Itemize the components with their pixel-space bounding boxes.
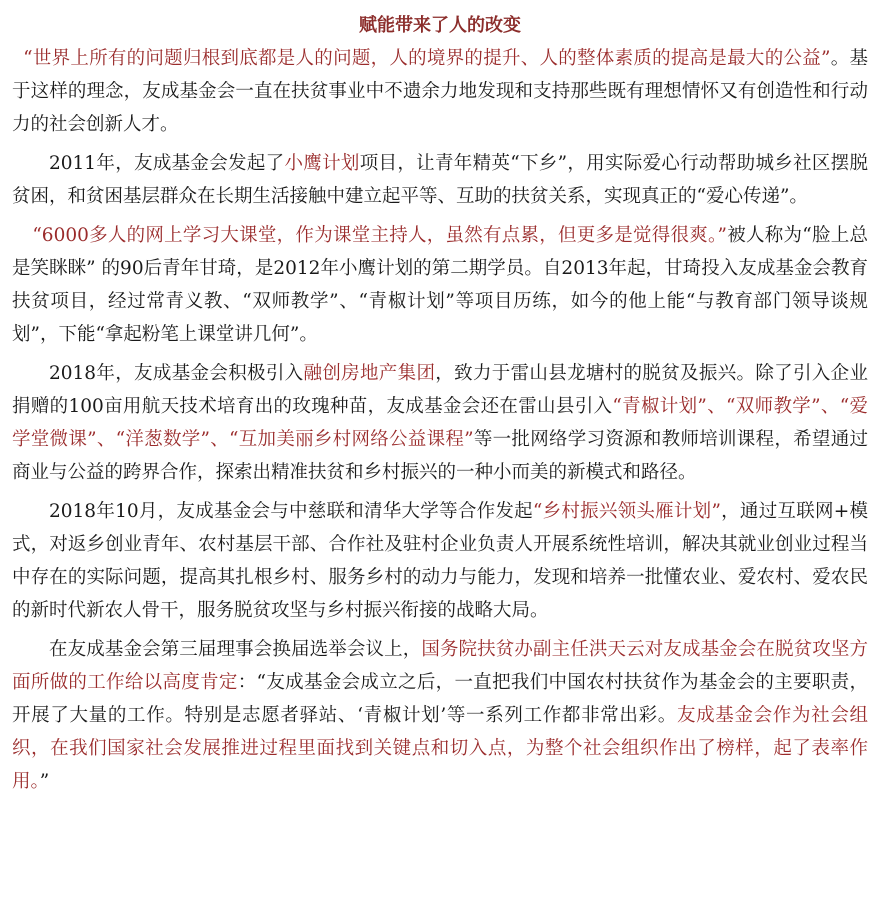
partner-highlight: 融创房地产集团 bbox=[303, 363, 436, 384]
text-segment: 2018年，友成基金会积极引入 bbox=[49, 363, 304, 384]
paragraph-2018-10 bbox=[12, 495, 868, 627]
text-segment: 在友成基金会第三届理事会换届选举会议上， bbox=[49, 639, 422, 660]
paragraph-2018 bbox=[12, 357, 868, 489]
quote-highlight: “6000多人的网上学习大课堂，作为课堂主持人，虽然有点累，但更多是觉得很爽。” bbox=[32, 225, 727, 246]
text-segment: 2011年，友成基金会发起了 bbox=[49, 153, 285, 174]
paragraph-intro bbox=[12, 42, 868, 141]
quote-highlight: 友成基金会作为社会组织，在我们国家社会发展推进过程里面找到关键点和切入点，为整个社会组织作出了榜样，起了表率作用。 bbox=[12, 705, 868, 792]
paragraph-ganqi bbox=[12, 219, 868, 351]
text-segment: 被人称为“脸上总是笑眯眯” 的90后青年甘琦，是2012年小鹰计划的第二期学员。自2013年起，甘琦投入友成基金会教育扶贫项目，经过常青义教、“双师教学”、“青椒计划”等项目历练，如今的他上能“与教育部门领导谈规划”，下能“拿起粉笔上课堂讲几何”。 bbox=[12, 225, 868, 345]
project-highlight: “乡村振兴领头雁计划” bbox=[532, 501, 721, 522]
text-segment: 等一批网络学习资源和教师培训课程，希望通过商业与公益的跨界合作，探索出精准扶贫和乡村振兴的一种小而美的新模式和路径。 bbox=[12, 429, 868, 483]
text-segment: ，通过互联网+模式，对返乡创业青年、农村基层干部、合作社及驻村企业负责人开展系统性培训，解决其就业创业过程当中存在的实际问题，提高其扎根乡村、服务乡村的动力与能力，发现和培养一批懂农业、爱农村、爱农民的新时代新农人骨干，服务脱贫攻坚与乡村振兴衔接的战略大局。 bbox=[12, 501, 868, 621]
text-segment: 项目，让青年精英“下乡”，用实际爱心行动帮助城乡社区摆脱贫困，和贫困基层群众在长期生活接触中建立起平等、互助的扶贫关系，实现真正的“爱心传递”。 bbox=[12, 153, 868, 207]
text-segment: ，致力于雷山县龙塘村的脱贫及振兴。除了引入企业捐赠的100亩用航天技术培育出的玫瑰种苗，友成基金会还在雷山县引入 bbox=[12, 363, 868, 417]
paragraph-council bbox=[12, 633, 868, 798]
project-highlight: 小鹰计划 bbox=[284, 153, 360, 174]
paragraph-2011 bbox=[12, 147, 868, 213]
quote-highlight: “世界上所有的问题归根到底都是人的问题，人的境界的提升、人的整体素质的提高是最大的公益” bbox=[23, 48, 831, 69]
official-highlight: 国务院扶贫办副主任洪天云对友成基金会在脱贫攻坚方面所做的工作给以高度肯定 bbox=[12, 639, 868, 693]
text-segment: ” bbox=[39, 771, 50, 792]
text-segment: ：“友成基金会成立之后，一直把我们中国农村扶贫作为基金会的主要职责，开展了大量的工作。特别是志愿者驿站、‘青椒计划’等一系列工作都非常出彩。 bbox=[12, 672, 868, 726]
text-segment: 。基于这样的理念，友成基金会一直在扶贫事业中不遗余力地发现和支持那些既有理想情怀又有创造性和行动力的社会创新人才。 bbox=[12, 48, 868, 135]
text-segment: 2018年10月，友成基金会与中慈联和清华大学等合作发起 bbox=[49, 501, 533, 522]
programs-highlight: “青椒计划”、“双师教学”、“爱学堂微课”、“洋葱数学”、“互加美丽乡村网络公益课程” bbox=[12, 396, 868, 450]
article-title: 赋能带来了人的改变 bbox=[359, 15, 521, 36]
